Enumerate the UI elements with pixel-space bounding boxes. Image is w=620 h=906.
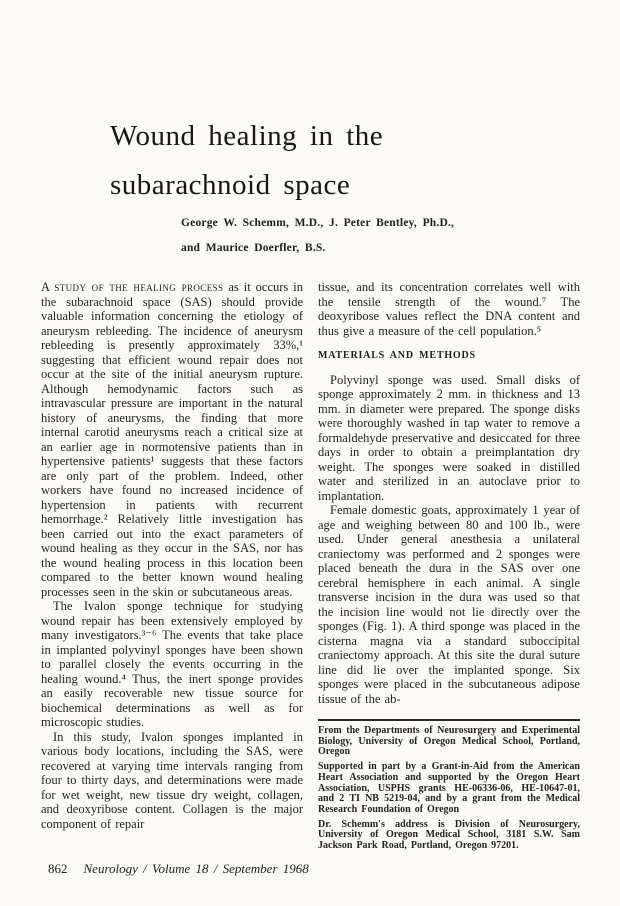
paragraph-goat-implantation: Female domestic goats, approximately 1 year of age and weighing between 80 and 100 lb., were used. Under general anesthesia a unilateral craniectomy was performed and 2 sponges were placed beneath the dura in the SAS over one cerebral hemisphere in each animal. A single transverse incision in the dura was used so that the incision line would not lie directly over the sponges (Fig. 1). A third sponge was placed in the cisterna magna via a standard suboccipital craniectomy approach. At this site the dural suture line did lie over the implanted sponge. Six sponges were placed in the subcutaneous adipose tissue of the ab- — [318, 503, 580, 706]
author-byline-line1: George W. Schemm, M.D., J. Peter Bentley, Ph.D., — [181, 217, 455, 229]
intro-lead-capital: A — [41, 280, 55, 294]
page-number: 862 — [48, 861, 68, 876]
paragraph-ivalon-technique: The Ivalon sponge technique for studying wound repair has been extensively employed by many investigators.³⁻⁶ The events that take place in implanted polyvinyl sponges have been shown to parallel closely the events occurring in the healing wound.⁴ Thus, the inert sponge provides an easily recoverable new tissue source for biochemical determinations as well as for microscopic studies. — [41, 599, 303, 729]
page-footer — [48, 861, 309, 877]
section-heading-materials-and-methods: MATERIALS AND METHODS — [318, 350, 476, 361]
footnotes-block — [318, 726, 580, 852]
paragraph-sponge-preparation: Polyvinyl sponge was used. Small disks of sponge approximately 2 mm. in thickness and 13 mm. in diameter were prepared. The sponge disks were thoroughly washed in tap water to remove a formaldehyde preservative and desiccated for three days in order to obtain a preimplantation dry weight. The sponges were soaked in distilled water and sterilized in an autoclave prior to implantation. — [318, 372, 580, 503]
intro-small-caps-phrase: study of the healing process — [54, 280, 224, 294]
intro-body-text: as it occurs in the subarachnoid space (SAS) should provide valuable information concerning the etiology of aneurysm rebleeding. The incidence of aneurysm rebleeding is presently approximately 33%,¹ suggesting that efficient wound repair does not occur at the site of the initial aneurysm rupture. Although hemodynamic factors such as intravascular pressure are important in the natural history of aneurysms, the finding that more internal carotid aneurysms reach a critical size at an earlier age in normotensive patients than in hypertensive patients¹ suggests that these factors are only part of the problem. Indeed, other workers have found no increased incidence of hypertension in patients with recurrent hemorrhage.² Relatively little investigation has been carried out into the exact parameters of wound healing as they occur in the SAS, nor has the wound healing process in this location been compared to the better known wound healing processes seen in the skin or subcutaneous areas. — [41, 280, 303, 599]
article-title — [110, 112, 383, 210]
article-body — [41, 280, 580, 856]
footnote-funding: Supported in part by a Grant-in-Aid from the American Heart Association and supported by the Oregon Heart Association, USPHS grants HE-06336-06, HE-10647-01, and 2 TI NB 5219-04, and by a grant from the Medical Research Foundation of Oregon — [318, 761, 580, 815]
author-byline — [181, 211, 454, 261]
article-title-line1: Wound healing in the — [110, 120, 384, 152]
article-title-line2: subarachnoid space — [110, 169, 351, 201]
author-byline-line2: and Maurice Doerfler, B.S. — [181, 242, 326, 254]
footnote-divider — [318, 719, 580, 721]
journal-reference: Neurology / Volume 18 / September 1968 — [83, 861, 309, 876]
right-column — [318, 280, 580, 856]
footnote-author-address: Dr. Schemm's address is Division of Neurosurgery, University of Oregon Medical School, 3181 S.W. Sam Jackson Park Road, Portland, Oregon 97201. — [318, 818, 580, 852]
paragraph-introduction — [41, 280, 303, 599]
left-column — [41, 280, 303, 856]
footnote-affiliation: From the Departments of Neurosurgery and Experimental Biology, University of Oregon Medical School, Portland, Oregon — [318, 725, 580, 758]
paragraph-study-overview: In this study, Ivalon sponges implanted in various body locations, including the SAS, were recovered at varying time intervals ranging from four to thirty days, and determinations were made for wet weight, new tissue dry weight, collagen, and deoxyribose content. Collagen is the major component of repair — [41, 729, 303, 831]
paragraph-collagen-continuation: tissue, and its concentration correlates well with the tensile strength of the wound.⁷ The deoxyribose values reflect the DNA content and thus give a measure of the cell population.⁵ — [318, 280, 580, 338]
